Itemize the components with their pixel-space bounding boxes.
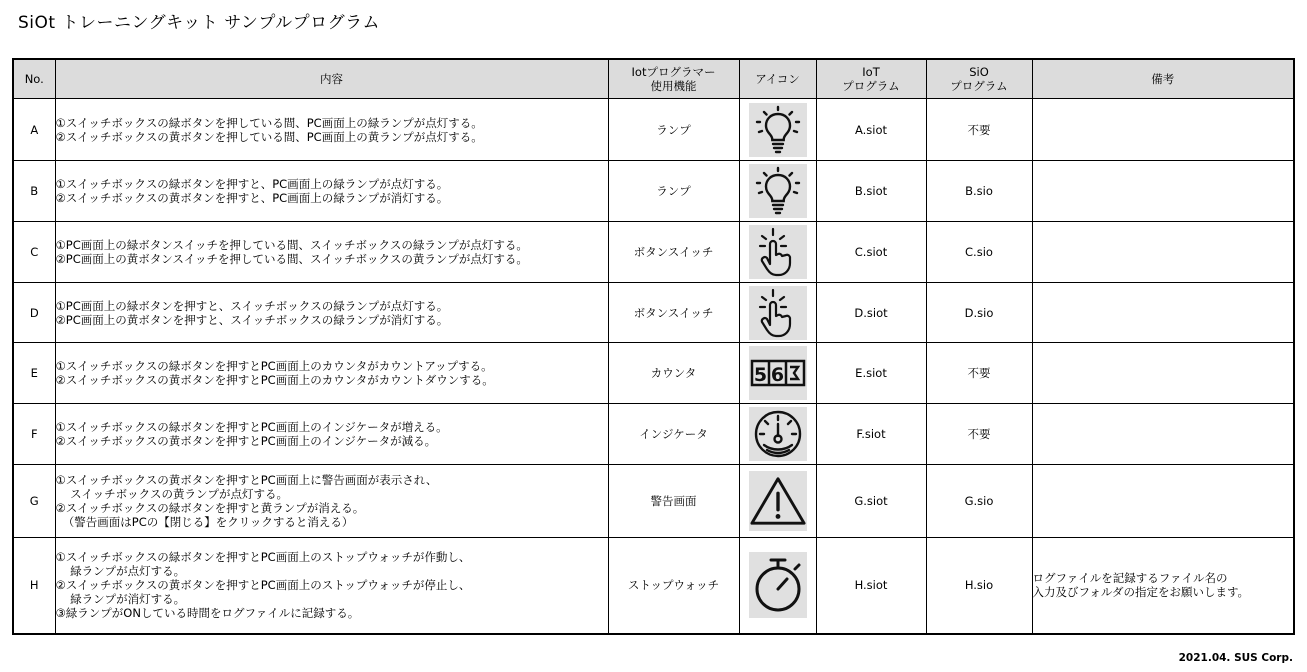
row-content (55, 404, 608, 465)
header-function (608, 59, 739, 99)
table-row (13, 343, 1294, 404)
row-iot-program: E.siot (816, 343, 926, 404)
content-line: ①スイッチボックスの緑ボタンを押すと、PC画面上の緑ランプが点灯する。 (55, 177, 449, 191)
content-line: ③緑ランプがONしている時間をログファイルに記録する。 (55, 606, 360, 621)
row-remarks (1032, 283, 1294, 343)
row-no: D (13, 283, 55, 343)
content-line: 緑ランプが消灯する。 (55, 592, 186, 607)
content-line: ①スイッチボックスの緑ボタンを押すとPC画面上のストップウォッチが作動し、 (55, 550, 471, 565)
svg-text:5: 5 (753, 364, 767, 386)
row-function: インジケータ (608, 404, 739, 465)
row-icon-cell (739, 222, 816, 283)
header-iot-line: プログラム (842, 79, 900, 93)
row-iot-program: G.siot (816, 465, 926, 538)
row-no: B (13, 161, 55, 222)
remarks-line: ログファイルを記録するファイル名の (1032, 571, 1228, 586)
lightbulb-icon (749, 164, 807, 218)
table-row (13, 283, 1294, 343)
row-remarks (1032, 222, 1294, 283)
content-line: ②スイッチボックスの黄ボタンを押すとPC画面上のカウンタがカウントダウンする。 (55, 373, 494, 387)
header-function-line: Iotプログラマー (631, 65, 716, 79)
row-iot-program: D.siot (816, 283, 926, 343)
tap-finger-icon (749, 225, 807, 279)
row-remarks (1032, 404, 1294, 465)
header-sio (926, 59, 1032, 99)
row-no: E (13, 343, 55, 404)
lightbulb-icon (749, 103, 807, 157)
row-function: 警告画面 (608, 465, 739, 538)
content-line: ②PC画面上の黄ボタンスイッチを押している間、スイッチボックスの黄ランプが点灯する。 (55, 252, 528, 266)
content-line: ①スイッチボックスの黄ボタンを押すとPC画面上に警告画面が表示され、 (55, 473, 438, 487)
row-iot-program: C.siot (816, 222, 926, 283)
warning-icon (749, 471, 807, 531)
row-iot-program: A.siot (816, 99, 926, 161)
row-content (55, 283, 608, 343)
row-no: G (13, 465, 55, 538)
header-remarks: 備考 (1032, 59, 1294, 99)
remarks-line: 入力及びフォルダの指定をお願いします。 (1032, 585, 1250, 600)
svg-text:6: 6 (770, 364, 784, 386)
row-remarks (1032, 161, 1294, 222)
header-sio-line: SiO (969, 65, 989, 79)
header-iot (816, 59, 926, 99)
content-line: スイッチボックスの黄ランプが点灯する。 (55, 487, 289, 501)
row-function: ストップウォッチ (608, 538, 739, 634)
row-no: F (13, 404, 55, 465)
table-row (13, 161, 1294, 222)
counter-icon (749, 346, 807, 400)
row-no: A (13, 99, 55, 161)
row-icon-cell (739, 343, 816, 404)
row-icon-cell (739, 161, 816, 222)
header-function-line: 使用機能 (650, 79, 697, 93)
table-row (13, 404, 1294, 465)
header-sio-line: プログラム (950, 79, 1008, 93)
content-line: ①PC画面上の緑ボタンを押すと、スイッチボックスの緑ランプが点灯する。 (55, 298, 449, 313)
row-icon-cell (739, 99, 816, 161)
row-content (55, 99, 608, 161)
header-iot-line: IoT (862, 65, 880, 79)
row-remarks (1032, 343, 1294, 404)
page-title: SiOt トレーニングキット サンプルプログラム (18, 13, 380, 33)
row-content (55, 161, 608, 222)
content-line: ①スイッチボックスの緑ボタンを押している間、PC画面上の緑ランプが点灯する。 (55, 115, 483, 130)
sample-program-table (12, 58, 1295, 635)
content-line: ②スイッチボックスの黄ボタンを押すとPC画面上のストップウォッチが停止し、 (55, 578, 471, 593)
row-sio-program: H.sio (926, 538, 1032, 634)
table-row (13, 465, 1294, 538)
table-row (13, 222, 1294, 283)
row-iot-program: F.siot (816, 404, 926, 465)
row-iot-program: B.siot (816, 161, 926, 222)
row-function: ボタンスイッチ (608, 283, 739, 343)
row-sio-program: G.sio (926, 465, 1032, 538)
row-function: ボタンスイッチ (608, 222, 739, 283)
footer-credit: 2021.04. SUS Corp. (1178, 652, 1293, 664)
row-sio-program: 不要 (926, 404, 1032, 465)
table-row (13, 99, 1294, 161)
content-line: （警告画面はPCの【閉じる】をクリックすると消える） (55, 515, 354, 529)
row-icon-cell (739, 538, 816, 634)
row-content (55, 465, 608, 538)
header-content: 内容 (55, 59, 608, 99)
content-line: ①スイッチボックスの緑ボタンを押すとPC画面上のカウンタがカウントアップする。 (55, 359, 493, 373)
row-sio-program: C.sio (926, 222, 1032, 283)
row-no: C (13, 222, 55, 283)
header-icon: アイコン (739, 59, 816, 99)
row-sio-program: 不要 (926, 99, 1032, 161)
header-no: No. (13, 59, 55, 99)
content-line: ②PC画面上の黄ボタンを押すと、スイッチボックスの緑ランプが消灯する。 (55, 312, 449, 327)
row-iot-program: H.siot (816, 538, 926, 634)
row-no: H (13, 538, 55, 634)
row-remarks (1032, 538, 1294, 634)
tap-finger-icon (749, 286, 807, 340)
content-line: ②スイッチボックスの黄ボタンを押すと、PC画面上の緑ランプが消灯する。 (55, 191, 449, 205)
row-icon-cell (739, 465, 816, 538)
row-content (55, 222, 608, 283)
row-function: ランプ (608, 99, 739, 161)
row-remarks (1032, 99, 1294, 161)
row-sio-program: D.sio (926, 283, 1032, 343)
gauge-icon (749, 407, 807, 461)
row-sio-program: B.sio (926, 161, 1032, 222)
row-icon-cell (739, 404, 816, 465)
row-content (55, 538, 608, 634)
content-line: ②スイッチボックスの緑ボタンを押すと黄ランプが消える。 (55, 501, 365, 515)
content-line: ②スイッチボックスの黄ボタンを押すとPC画面上のインジケータが減る。 (55, 434, 437, 448)
table-header-row (13, 59, 1294, 99)
row-sio-program: 不要 (926, 343, 1032, 404)
row-function: ランプ (608, 161, 739, 222)
content-line: ①PC画面上の緑ボタンスイッチを押している間、スイッチボックスの緑ランプが点灯する。 (55, 238, 528, 252)
row-function: カウンタ (608, 343, 739, 404)
row-content (55, 343, 608, 404)
stopwatch-icon (749, 552, 807, 618)
row-remarks (1032, 465, 1294, 538)
row-icon-cell (739, 283, 816, 343)
content-line: ②スイッチボックスの黄ボタンを押している間、PC画面上の黄ランプが点灯する。 (55, 129, 483, 144)
table-row (13, 538, 1294, 634)
content-line: ①スイッチボックスの緑ボタンを押すとPC画面上のインジケータが増える。 (55, 420, 448, 434)
content-line: 緑ランプが点灯する。 (55, 564, 186, 579)
